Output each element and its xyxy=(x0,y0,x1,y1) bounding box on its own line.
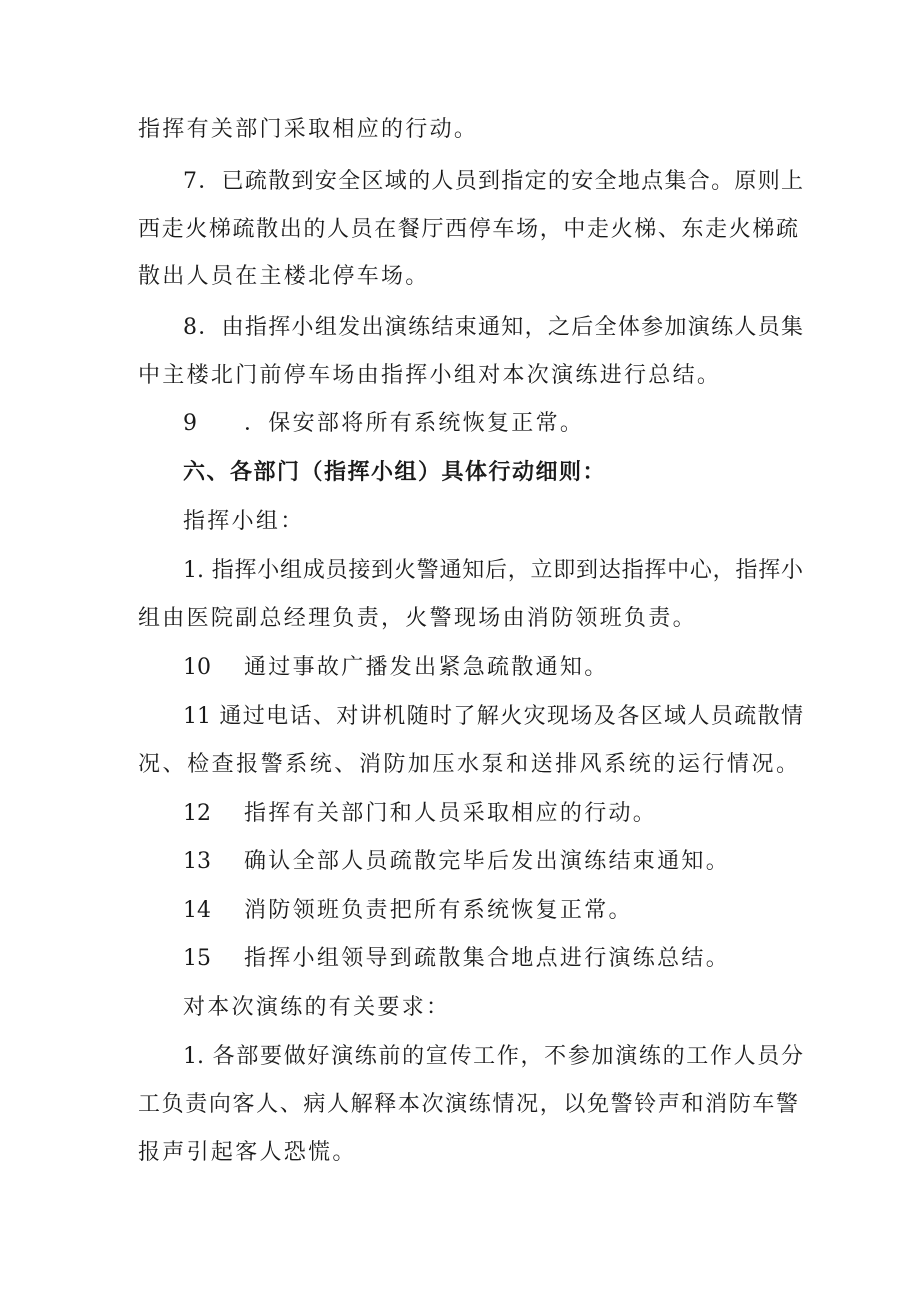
item-number: 14 xyxy=(183,898,211,923)
numbered-item xyxy=(183,409,803,439)
item-number: 15 xyxy=(183,946,211,971)
paragraph-line: 7．已疏散到安全区域的人员到指定的安全地点集合。原则上 xyxy=(183,169,803,194)
numbered-item xyxy=(183,653,803,683)
paragraph-line: 工负责向客人、病人解释本次演练情况，以免警铃声和消防车警 xyxy=(138,1092,798,1117)
paragraph-line: 8．由指挥小组发出演练结束通知，之后全体参加演练人员集 xyxy=(183,315,803,340)
paragraph-line: 11 通过电话、对讲机随时了解火灾现场及各区域人员疏散情 xyxy=(183,704,803,729)
item-text: 指挥小组领导到疏散集合地点进行演练总结。 xyxy=(244,946,731,971)
paragraph-line: 西走火梯疏散出的人员在餐厅西停车场，中走火梯、东走火梯疏 xyxy=(138,217,798,242)
numbered-item xyxy=(183,799,803,829)
item-text: 指挥有关部门和人员采取相应的行动。 xyxy=(244,801,658,826)
section-heading: 六、各部门（指挥小组）具体行动细则： xyxy=(183,460,607,485)
paragraph-line: 组由医院副总经理负责，火警现场由消防领班负责。 xyxy=(138,606,697,631)
item-text: 通过事故广播发出紧急疏散通知。 xyxy=(244,655,609,680)
numbered-item xyxy=(183,944,803,974)
item-number: 10 xyxy=(183,655,211,680)
paragraph-line: 散出人员在主楼北停车场。 xyxy=(138,264,430,289)
item-text: ．保安部将所有系统恢复正常。 xyxy=(244,411,585,436)
numbered-item xyxy=(183,847,803,877)
paragraph-line: 指挥小组： xyxy=(183,509,305,534)
item-number: 13 xyxy=(183,849,211,874)
paragraph-line: 中主楼北门前停车场由指挥小组对本次演练进行总结。 xyxy=(138,363,722,388)
item-text: 消防领班负责把所有系统恢复正常。 xyxy=(244,898,633,923)
paragraph-line: 1. 各部要做好演练前的宣传工作，不参加演练的工作人员分 xyxy=(183,1044,803,1069)
item-number: 9 xyxy=(183,411,197,436)
paragraph-line: 况、检查报警系统、消防加压水泵和送排风系统的运行情况。 xyxy=(138,752,798,777)
paragraph-line: 报声引起客人恐慌。 xyxy=(138,1140,357,1165)
paragraph-line: 1. 指挥小组成员接到火警通知后，立即到达指挥中心，指挥小 xyxy=(183,558,803,583)
paragraph-line: 指挥有关部门采取相应的行动。 xyxy=(138,117,479,142)
numbered-item xyxy=(183,896,803,926)
paragraph-line: 对本次演练的有关要求： xyxy=(183,995,451,1020)
item-text: 确认全部人员疏散完毕后发出演练结束通知。 xyxy=(244,849,731,874)
item-number: 12 xyxy=(183,801,211,826)
